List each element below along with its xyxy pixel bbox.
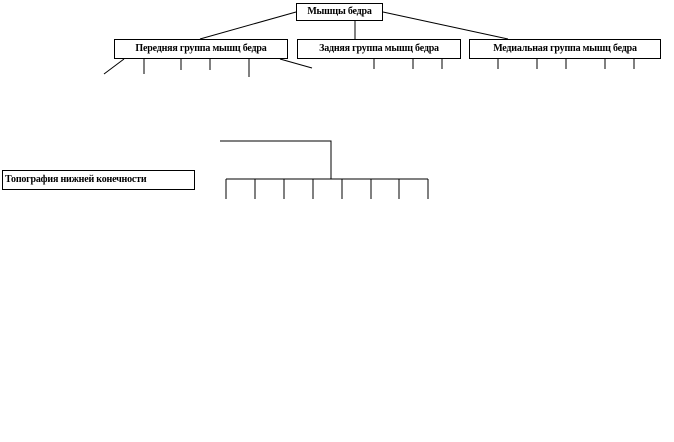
connector-lower-elbow	[220, 141, 331, 179]
medial-group-node	[469, 39, 661, 59]
topography-label: Топография нижней конечности	[5, 174, 147, 185]
root-node-label: Мышцы бедра	[307, 6, 372, 17]
connector-anterior-diag-right	[280, 59, 312, 68]
anterior-group-label: Передняя группа мышц бедра	[135, 43, 267, 54]
root-node	[296, 3, 383, 21]
connector-anterior-diag-left	[104, 59, 124, 74]
connector-root-medial	[383, 12, 508, 39]
posterior-group-label: Задняя группа мышц бедра	[319, 43, 439, 54]
anterior-group-node	[114, 39, 288, 59]
topography-node	[2, 170, 195, 190]
connector-root-anterior	[200, 12, 296, 39]
posterior-group-node	[297, 39, 461, 59]
medial-group-label: Медиальная группа мышц бедра	[493, 43, 637, 54]
